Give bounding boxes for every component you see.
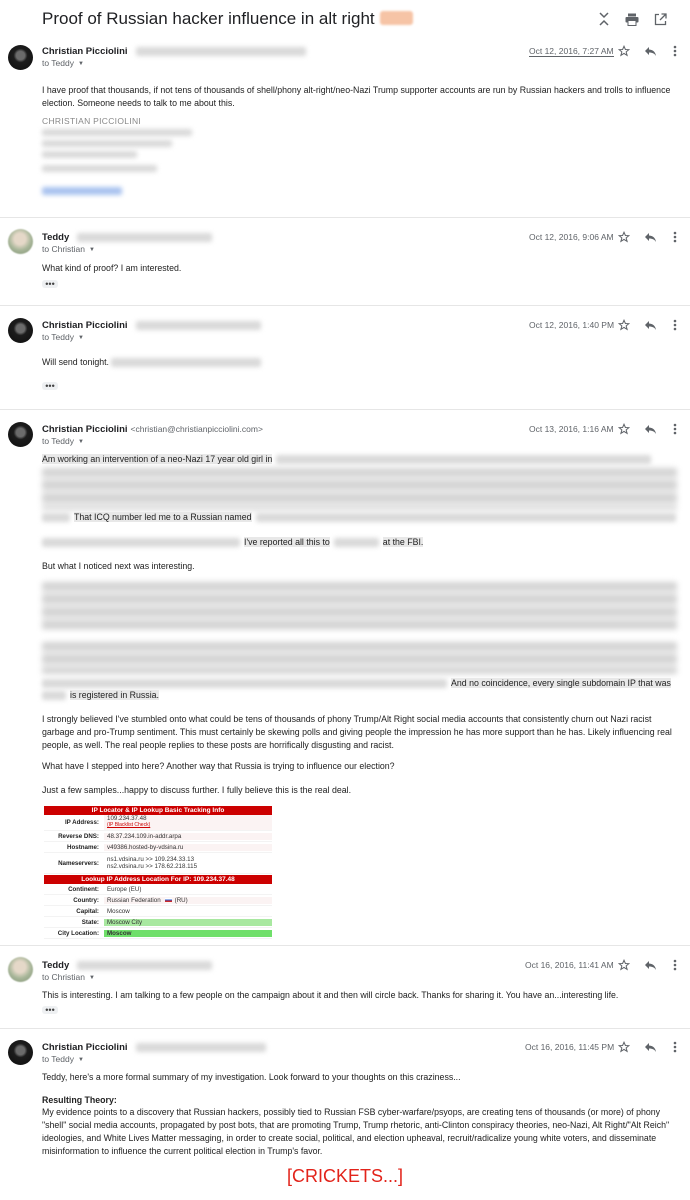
sender-name-text: Teddy <box>42 232 70 243</box>
reply-icon[interactable] <box>643 1040 657 1054</box>
body-text: is registered in Russia. <box>70 690 159 700</box>
recipient-line[interactable] <box>42 1054 84 1064</box>
chevron-down-icon[interactable]: ▼ <box>89 247 95 253</box>
star-icon[interactable] <box>617 230 631 244</box>
more-options-icon[interactable] <box>668 318 682 332</box>
ip-row-label: Nameservers: <box>58 859 99 867</box>
avatar <box>8 957 33 982</box>
message-date: Oct 12, 2016, 1:40 PM <box>529 320 615 330</box>
open-in-new-window-icon[interactable] <box>652 11 668 27</box>
ip-row-label: IP Address: <box>64 819 99 826</box>
body-paragraph <box>42 453 682 466</box>
print-icon[interactable] <box>624 11 640 27</box>
body-paragraph: Just a few samples...happy to discuss further. I fully believe this is the real deal. <box>42 785 352 795</box>
redacted-signature-line <box>42 129 192 136</box>
avatar <box>8 45 33 70</box>
message-date: Oct 12, 2016, 9:06 AM <box>529 232 614 242</box>
recipient-text: to Teddy <box>42 58 74 68</box>
ip-value-text: (RU) <box>174 896 188 904</box>
redacted-paragraph <box>42 642 677 674</box>
ip-row-value: Moscow <box>104 908 272 915</box>
ip-row-value: Europe (EU) <box>104 886 272 893</box>
collapse-all-icon[interactable] <box>596 11 612 27</box>
sender-name <box>42 960 212 971</box>
chevron-down-icon[interactable]: ▼ <box>77 335 84 341</box>
body-text: at the FBI. <box>382 537 424 547</box>
redacted-text <box>276 455 651 464</box>
subject-bar <box>0 0 690 40</box>
message-6 <box>0 1029 690 1159</box>
ip-row-label: Hostname: <box>67 843 99 851</box>
body-paragraph: I strongly believed I've stumbled onto what could be tens of thousands of phony Trump/Alt Right social media accounts that consistently churn out Nazi racist garbage and pro-Trump sentiment. This must certainly be skewing polls and giving people the impression he has more support than he has. Likely influencing real people, as well. The real people replies to these posts are horrifically disgusting and racist. <box>42 714 672 750</box>
body-paragraph: What have I stepped into here? Another way that Russia is trying to influence our election? <box>42 761 395 771</box>
section-heading: Resulting Theory: <box>42 1095 117 1105</box>
sender-name-text: Christian Picciolini <box>42 320 128 331</box>
subject-text: Proof of Russian hacker influence in alt right <box>42 9 375 28</box>
ip-value-text: Russian Federation <box>107 896 161 904</box>
message-date: Oct 13, 2016, 1:16 AM <box>529 424 614 434</box>
body-text: And no coincidence, every single subdomain IP that was <box>451 678 671 688</box>
recipient-line[interactable] <box>42 332 84 342</box>
ip-row <box>44 831 272 842</box>
recipient-text: to Christian <box>42 244 85 254</box>
redacted-signature-line <box>42 151 137 158</box>
message-intro: Teddy, here's a more formal summary of my investigation. Look forward to your thoughts on this craziness... <box>42 1072 461 1082</box>
signature-name: CHRISTIAN PICCIOLINI <box>42 116 142 126</box>
star-icon[interactable] <box>617 44 631 58</box>
more-options-icon[interactable] <box>668 1040 682 1054</box>
recipient-line[interactable] <box>42 436 84 446</box>
more-options-icon[interactable] <box>668 230 682 244</box>
russia-flag-icon <box>165 898 172 902</box>
avatar <box>8 229 33 254</box>
crickets-caption: [CRICKETS...] <box>286 1166 403 1186</box>
recipient-text: to Teddy <box>42 332 74 342</box>
ip-row-value <box>104 856 272 870</box>
reply-icon[interactable] <box>643 958 657 972</box>
ip-row-value: v49386.hosted-by-vdsina.ru <box>104 844 272 851</box>
body-text: Am working an intervention of a neo-Nazi 17 year old girl in <box>42 454 273 464</box>
ip-row-label: Continent: <box>68 885 99 893</box>
sender-name-text: Teddy <box>42 960 70 971</box>
star-icon[interactable] <box>617 958 631 972</box>
message-date: Oct 16, 2016, 11:41 AM <box>525 960 614 970</box>
redacted-email <box>77 961 212 970</box>
message-5 <box>0 946 690 1028</box>
ip-value-text: 109.234.37.48 <box>107 815 147 822</box>
redacted-text <box>334 538 379 547</box>
ellipsis-text: ••• <box>45 279 55 289</box>
ip-blacklist-link[interactable]: (IP Blacklist Check) <box>107 822 151 828</box>
redacted-signature-link <box>42 187 122 195</box>
recipient-line[interactable] <box>42 244 95 254</box>
ip-table-header: IP Locator & IP Lookup Basic Tracking Info <box>44 806 272 815</box>
ip-row <box>44 895 272 906</box>
ellipsis-text: ••• <box>45 1005 55 1015</box>
ip-value-text: ns1.vdsina.ru >> 109.234.33.13 <box>107 856 195 863</box>
sender-name-text: Christian Picciolini <box>42 1042 128 1053</box>
redacted-label <box>380 11 413 25</box>
redacted-text <box>42 679 447 688</box>
message-date: Oct 12, 2016, 7:27 AM <box>529 46 614 56</box>
recipient-line[interactable] <box>42 972 95 982</box>
body-text: Will send tonight. <box>42 357 109 367</box>
redacted-paragraph <box>42 582 677 630</box>
ip-row <box>44 906 272 917</box>
heading-text: Resulting Theory <box>42 1095 114 1105</box>
ip-lookup-screenshot <box>44 806 272 939</box>
star-icon[interactable] <box>617 318 631 332</box>
reply-icon[interactable] <box>643 230 657 244</box>
ip-row <box>44 815 272 831</box>
ip-row-value <box>104 815 272 830</box>
message-1 <box>0 40 690 218</box>
sender-name-text: Christian Picciolini <box>42 424 128 435</box>
redacted-signature-line <box>42 165 157 172</box>
avatar <box>8 318 33 343</box>
chevron-down-icon[interactable]: ▼ <box>77 439 84 445</box>
avatar <box>8 422 33 447</box>
sender-name <box>42 320 261 331</box>
ip-value-text: ns2.vdsina.ru >> 178.62.218.115 <box>107 863 198 870</box>
more-options-icon[interactable] <box>668 958 682 972</box>
redacted-text <box>42 691 66 700</box>
redacted-email <box>77 233 212 242</box>
sender-name <box>42 1042 266 1053</box>
ip-table-header: Lookup IP Address Location For IP: 109.234.37.48 <box>44 875 272 884</box>
sender-name <box>42 424 263 435</box>
ip-row-label: State: <box>81 918 99 926</box>
recipient-text: to Christian <box>42 972 85 982</box>
more-options-icon[interactable] <box>668 422 682 436</box>
chevron-down-icon[interactable]: ▼ <box>89 975 95 981</box>
redacted-email <box>136 1043 266 1052</box>
show-trimmed-content-button[interactable] <box>42 382 58 390</box>
message-body: My evidence points to a discovery that Russian hackers, possibly tied to Russian FSB cyber-warfare/psyops, are creating tens of thousands (or more) of phony "shell" social media accounts, propagated by post bots, that are promoting Trump, Trump rhetoric, anti-Clinton conspiracy theories, neo-Nazi, Alt Right/"Alt Reich" ideologies, and White Lives Matter messaging, in order to create social, political, and election upheaval, recruit/radicalize young white voters, and disseminate misinformation to influence the current political election in Trump's favor. <box>42 1107 670 1156</box>
redacted-text <box>256 513 676 522</box>
redacted-email <box>136 47 306 56</box>
ip-row-label: City Location: <box>57 929 99 937</box>
star-icon[interactable] <box>617 1040 631 1054</box>
message-2 <box>0 218 690 305</box>
message-3 <box>0 306 690 409</box>
body-paragraph <box>42 511 682 524</box>
star-icon[interactable] <box>617 422 631 436</box>
more-options-icon[interactable] <box>668 44 682 58</box>
ip-row-value: 48.37.234.109.in-addr.arpa <box>104 833 272 840</box>
message-body: I have proof that thousands, if not tens of thousands of shell/phony alt-right/neo-Nazi Trump supporter accounts are run by Russian hackers and trolls to influence election. Someone needs to talk to me about this. <box>42 85 671 108</box>
ip-row <box>44 842 272 853</box>
ip-row <box>44 917 272 928</box>
ip-row-label: Country: <box>73 896 99 904</box>
reply-icon[interactable] <box>643 44 657 58</box>
redacted-text <box>42 513 70 522</box>
thread-subject <box>42 9 413 29</box>
body-text: I've reported all this to <box>244 537 330 547</box>
recipient-text: to Teddy <box>42 1054 74 1064</box>
reply-icon[interactable] <box>643 422 657 436</box>
chevron-down-icon[interactable]: ▼ <box>77 1057 84 1063</box>
sender-name <box>42 232 212 243</box>
ip-row-value: Moscow City <box>104 919 272 926</box>
message-body: What kind of proof? I am interested. <box>42 263 182 273</box>
sender-email: <christian@christianpicciolini.com> <box>130 424 263 434</box>
body-paragraph <box>42 536 682 549</box>
ellipsis-text: ••• <box>45 381 55 391</box>
redacted-paragraph <box>42 468 677 510</box>
redacted-text <box>42 538 240 547</box>
reply-icon[interactable] <box>643 318 657 332</box>
message-body <box>42 356 682 369</box>
thread-toolbar <box>596 11 668 27</box>
show-trimmed-content-button[interactable] <box>42 280 58 288</box>
avatar <box>8 1040 33 1065</box>
ip-row <box>44 928 272 939</box>
body-paragraph <box>42 689 682 702</box>
show-trimmed-content-button[interactable] <box>42 1006 58 1014</box>
message-body: This is interesting. I am talking to a few people on the campaign about it and then will circle back. Thanks for sharing it. You have an...interesting life. <box>42 990 619 1000</box>
sender-name-text: Christian Picciolini <box>42 46 128 57</box>
redacted-email <box>136 321 261 330</box>
ip-row <box>44 884 272 895</box>
ip-row-value <box>104 897 272 904</box>
message-date: Oct 16, 2016, 11:45 PM <box>525 1042 615 1052</box>
sender-name <box>42 46 306 57</box>
recipient-line[interactable] <box>42 58 84 68</box>
chevron-down-icon[interactable]: ▼ <box>77 61 84 67</box>
body-text: That ICQ number led me to a Russian named <box>74 512 252 522</box>
recipient-text: to Teddy <box>42 436 74 446</box>
ip-row-value: Moscow <box>104 930 272 937</box>
redacted-text <box>111 358 261 367</box>
ip-row-label: Reverse DNS: <box>58 832 99 840</box>
ip-row-label: Capital: <box>76 907 99 915</box>
ip-row <box>44 853 272 874</box>
redacted-signature-line <box>42 140 172 147</box>
body-paragraph: But what I noticed next was interesting. <box>42 561 195 571</box>
